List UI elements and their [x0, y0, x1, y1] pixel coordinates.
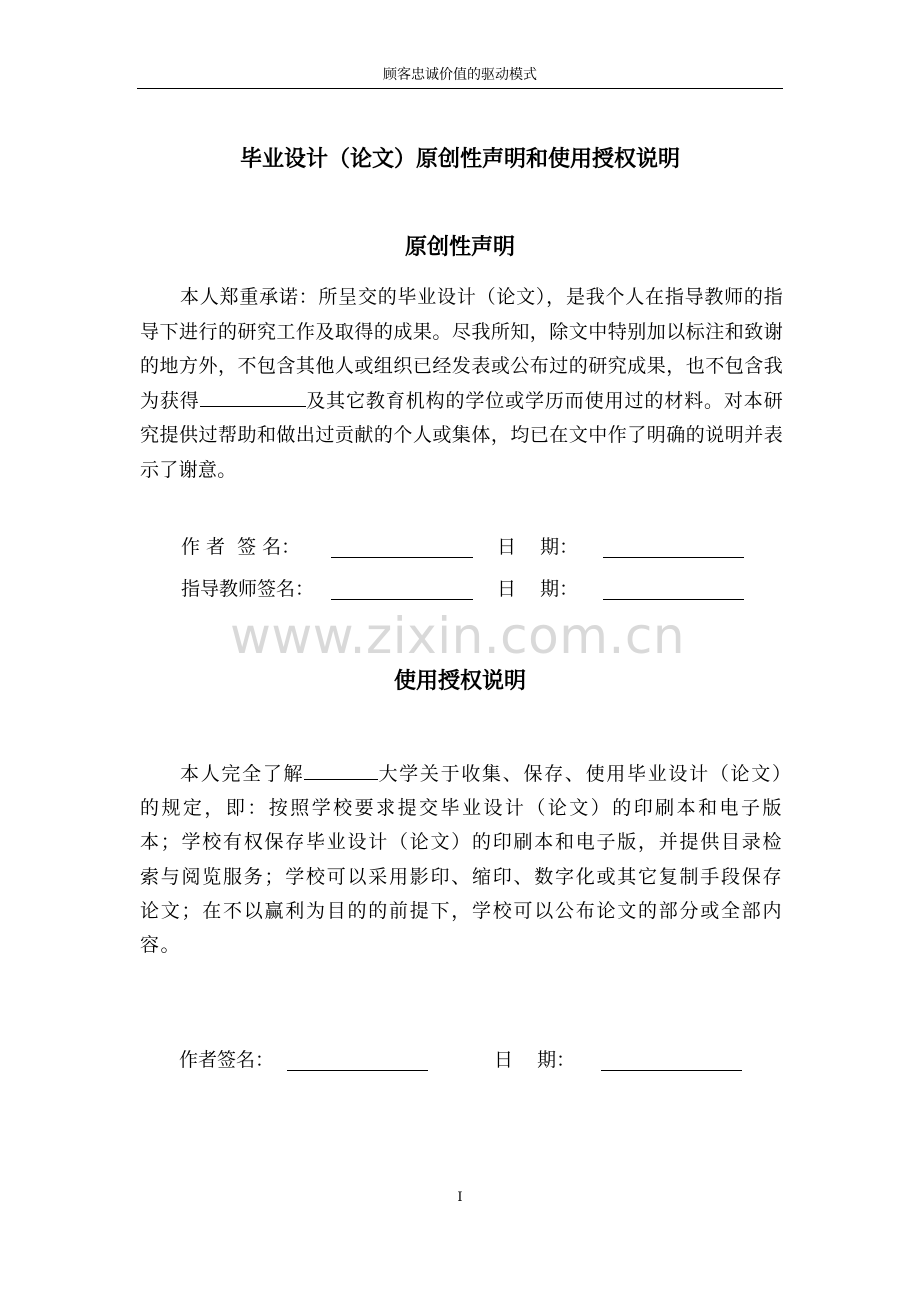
author-signature-field[interactable]: [331, 557, 473, 558]
author-signature-label: 作 者 签 名：: [181, 536, 301, 558]
author-signature-row: [181, 535, 300, 559]
date-label: 日 期：: [497, 536, 579, 558]
originality-section-title: 原创性声明: [404, 235, 515, 260]
advisor-signature-field[interactable]: [331, 599, 473, 600]
originality-text-part2: 及其它教育机构的学位或学历而使用过的材料。对本研究提供过帮助和做出过贡献的个人或集体，均已在文中作了明确的说明并表示了谢意。: [140, 389, 783, 481]
watermark: www.zixin.com.cn: [230, 607, 686, 665]
advisor-signature-label: 指导教师签名：: [181, 578, 315, 600]
authorization-section-title: 使用授权说明: [393, 669, 526, 694]
running-header: 顾客忠诚价值的驱动模式: [383, 67, 537, 83]
authorization-text-part2: 大学关于收集、保存、使用毕业设计（论文）的规定，即：按照学校要求提交毕业设计（论文）的印刷本和电子版本；学校有权保存毕业设计（论文）的印刷本和电子版，并提供目录检索与阅览服务；学校可以采用影印、缩印、数字化或其它复制手段保存论文；在不以赢利为目的的前提下，学校可以公布论文的部分或全部内容。: [140, 763, 783, 957]
authorization-author-label: 作者签名：: [179, 1049, 275, 1071]
advisor-date-label: 日 期：: [497, 578, 579, 600]
authorization-date-field[interactable]: [601, 1070, 742, 1071]
authorization-date-label: 日 期：: [494, 1049, 576, 1071]
document-title: 毕业设计（论文）原创性声明和使用授权说明: [239, 147, 680, 172]
page-number: I: [457, 1190, 463, 1205]
date-field[interactable]: [603, 557, 744, 558]
originality-statement: [140, 280, 783, 487]
degree-blank-field[interactable]: [200, 388, 306, 407]
authorization-author-field[interactable]: [287, 1070, 428, 1071]
header-divider: [137, 88, 783, 89]
originality-text-part1: 本人郑重承诺：所呈交的毕业设计（论文），是我个人在指导教师的指导下进行的研究工作及取得的成果。尽我所知，除文中特别加以标注和致谢的地方外，不包含其他人或组织已经发表或公布过的研究成果，也不包含我为获得: [140, 286, 783, 412]
advisor-date-field[interactable]: [603, 599, 744, 600]
authorization-statement: [140, 757, 783, 962]
authorization-text-part1: 本人完全了解: [180, 763, 305, 785]
university-blank-field[interactable]: [304, 761, 378, 780]
